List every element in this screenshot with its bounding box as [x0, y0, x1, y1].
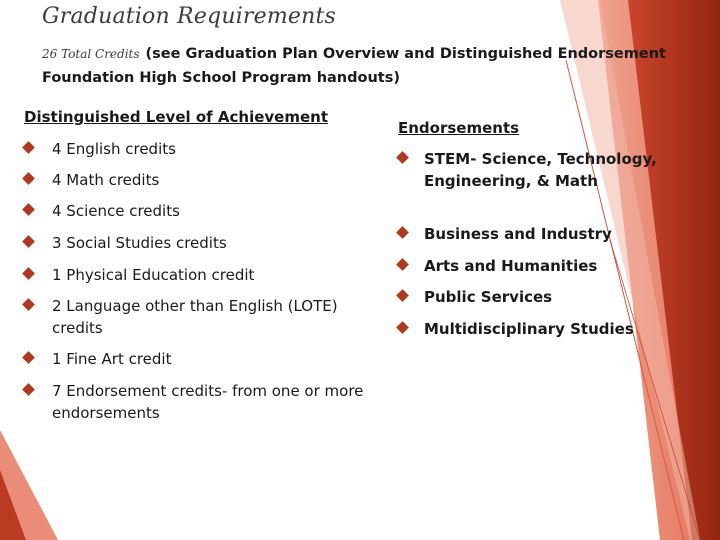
- page-subtitle: [42, 42, 682, 90]
- subtitle-text: (see Graduation Plan Overview and Distinguished Endorsement Foundation High School Program handouts): [42, 46, 666, 86]
- page-title: Graduation Requirements: [42, 4, 337, 29]
- total-credits-label: 26 Total Credits: [42, 47, 140, 61]
- endorsements-heading: Endorsements: [398, 119, 520, 137]
- achievement-heading: Distinguished Level of Achievement: [24, 108, 329, 126]
